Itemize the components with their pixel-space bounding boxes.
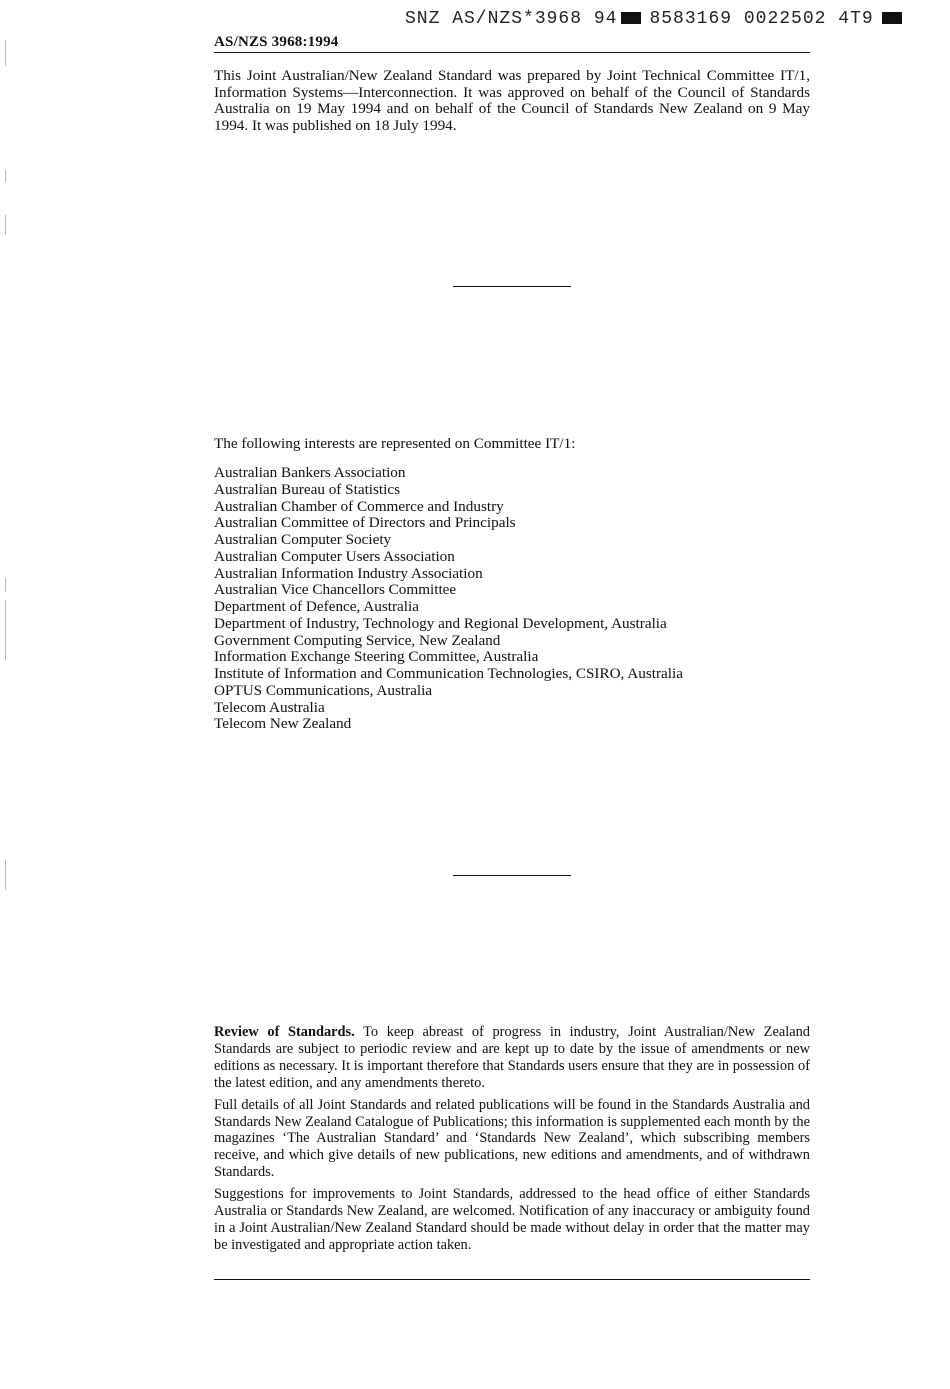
interest-item: Information Exchange Steering Committee, Australia: [214, 648, 539, 666]
section-separator: [453, 286, 571, 287]
interest-item: Telecom New Zealand: [214, 715, 352, 733]
interests-heading: The following interests are represented on Committee IT/1:: [214, 435, 576, 452]
scan-code-left: SNZ AS/NZS*3968 94: [405, 9, 618, 29]
interest-item: OPTUS Communications, Australia: [214, 681, 433, 699]
footer-rule: [214, 1279, 810, 1280]
interest-item: Australian Chamber of Commerce and Industry: [214, 497, 504, 515]
interest-item: Australian Bankers Association: [214, 464, 406, 481]
interest-item: Australian Vice Chancellors Committee: [214, 581, 457, 599]
interest-item: Department of Defence, Australia: [214, 598, 419, 615]
scan-code-right: 8583169 0022502 4T9: [649, 9, 874, 29]
scan-barcode-header: [405, 9, 925, 31]
document-id: AS/NZS 3968:1994: [214, 34, 339, 50]
review-section: [214, 1024, 810, 1259]
header-rule: [214, 52, 810, 53]
scan-block-mark: [621, 12, 641, 24]
interest-item: Telecom Australia: [214, 698, 325, 716]
scan-block-mark-end: [882, 12, 902, 24]
interest-item: Institute of Information and Communication Technologies, CSIRO, Australia: [214, 665, 683, 682]
interest-item: Australian Bureau of Statistics: [214, 480, 401, 498]
interest-item: Government Computing Service, New Zealand: [214, 631, 501, 649]
interest-item: Department of Industry, Technology and Regional Development, Australia: [214, 614, 667, 632]
scan-margin-marks: [0, 0, 12, 1389]
section-separator: [453, 875, 571, 876]
review-text-1: To keep abreast of progress in industry, Joint Australian/New Zealand Standards are subject to periodic review and are kept up to date by the issue of amendments or new editions as necessary. It is important therefore that Standards users ensure that they are in possession of the latest edition, and any amendments thereto.: [214, 1024, 810, 1091]
interest-item: Australian Computer Society: [214, 531, 392, 548]
review-title: Review of Standards.: [214, 1024, 355, 1040]
interest-item: Australian Information Industry Association: [214, 564, 483, 582]
interest-item: Australian Computer Users Association: [214, 547, 455, 565]
intro-paragraph: This Joint Australian/New Zealand Standard was prepared by Joint Technical Committee IT/1, Information Systems—Interconnection. It was approved on behalf of the Council of Standards Australia on 19 May 1994 and on behalf of the Council of Standards New Zealand on 9 May 1994. It was published on 18 July 1994.: [214, 67, 810, 134]
review-paragraph-2: Full details of all Joint Standards and related publications will be found in the Standards Australia and Standards New Zealand Catalogue of Publications; this information is supplemented each month by the magazines ‘The Australian Standard’ and ‘Standards New Zealand’, which subscribing members receive, and which give details of new publications, new editions and amendments, and of withdrawn Standards.: [214, 1096, 810, 1181]
review-paragraph-1: [214, 1024, 810, 1092]
interests-list: [214, 465, 683, 733]
interest-item: Australian Committee of Directors and Principals: [214, 514, 516, 532]
review-paragraph-3: Suggestions for improvements to Joint Standards, addressed to the head office of either Standards Australia or Standards New Zealand, are welcomed. Notification of any inaccuracy or ambiguity found in a Joint Australian/New Zealand Standard should be made without delay in order that the matter may be investigated and appropriate action taken.: [214, 1186, 810, 1253]
